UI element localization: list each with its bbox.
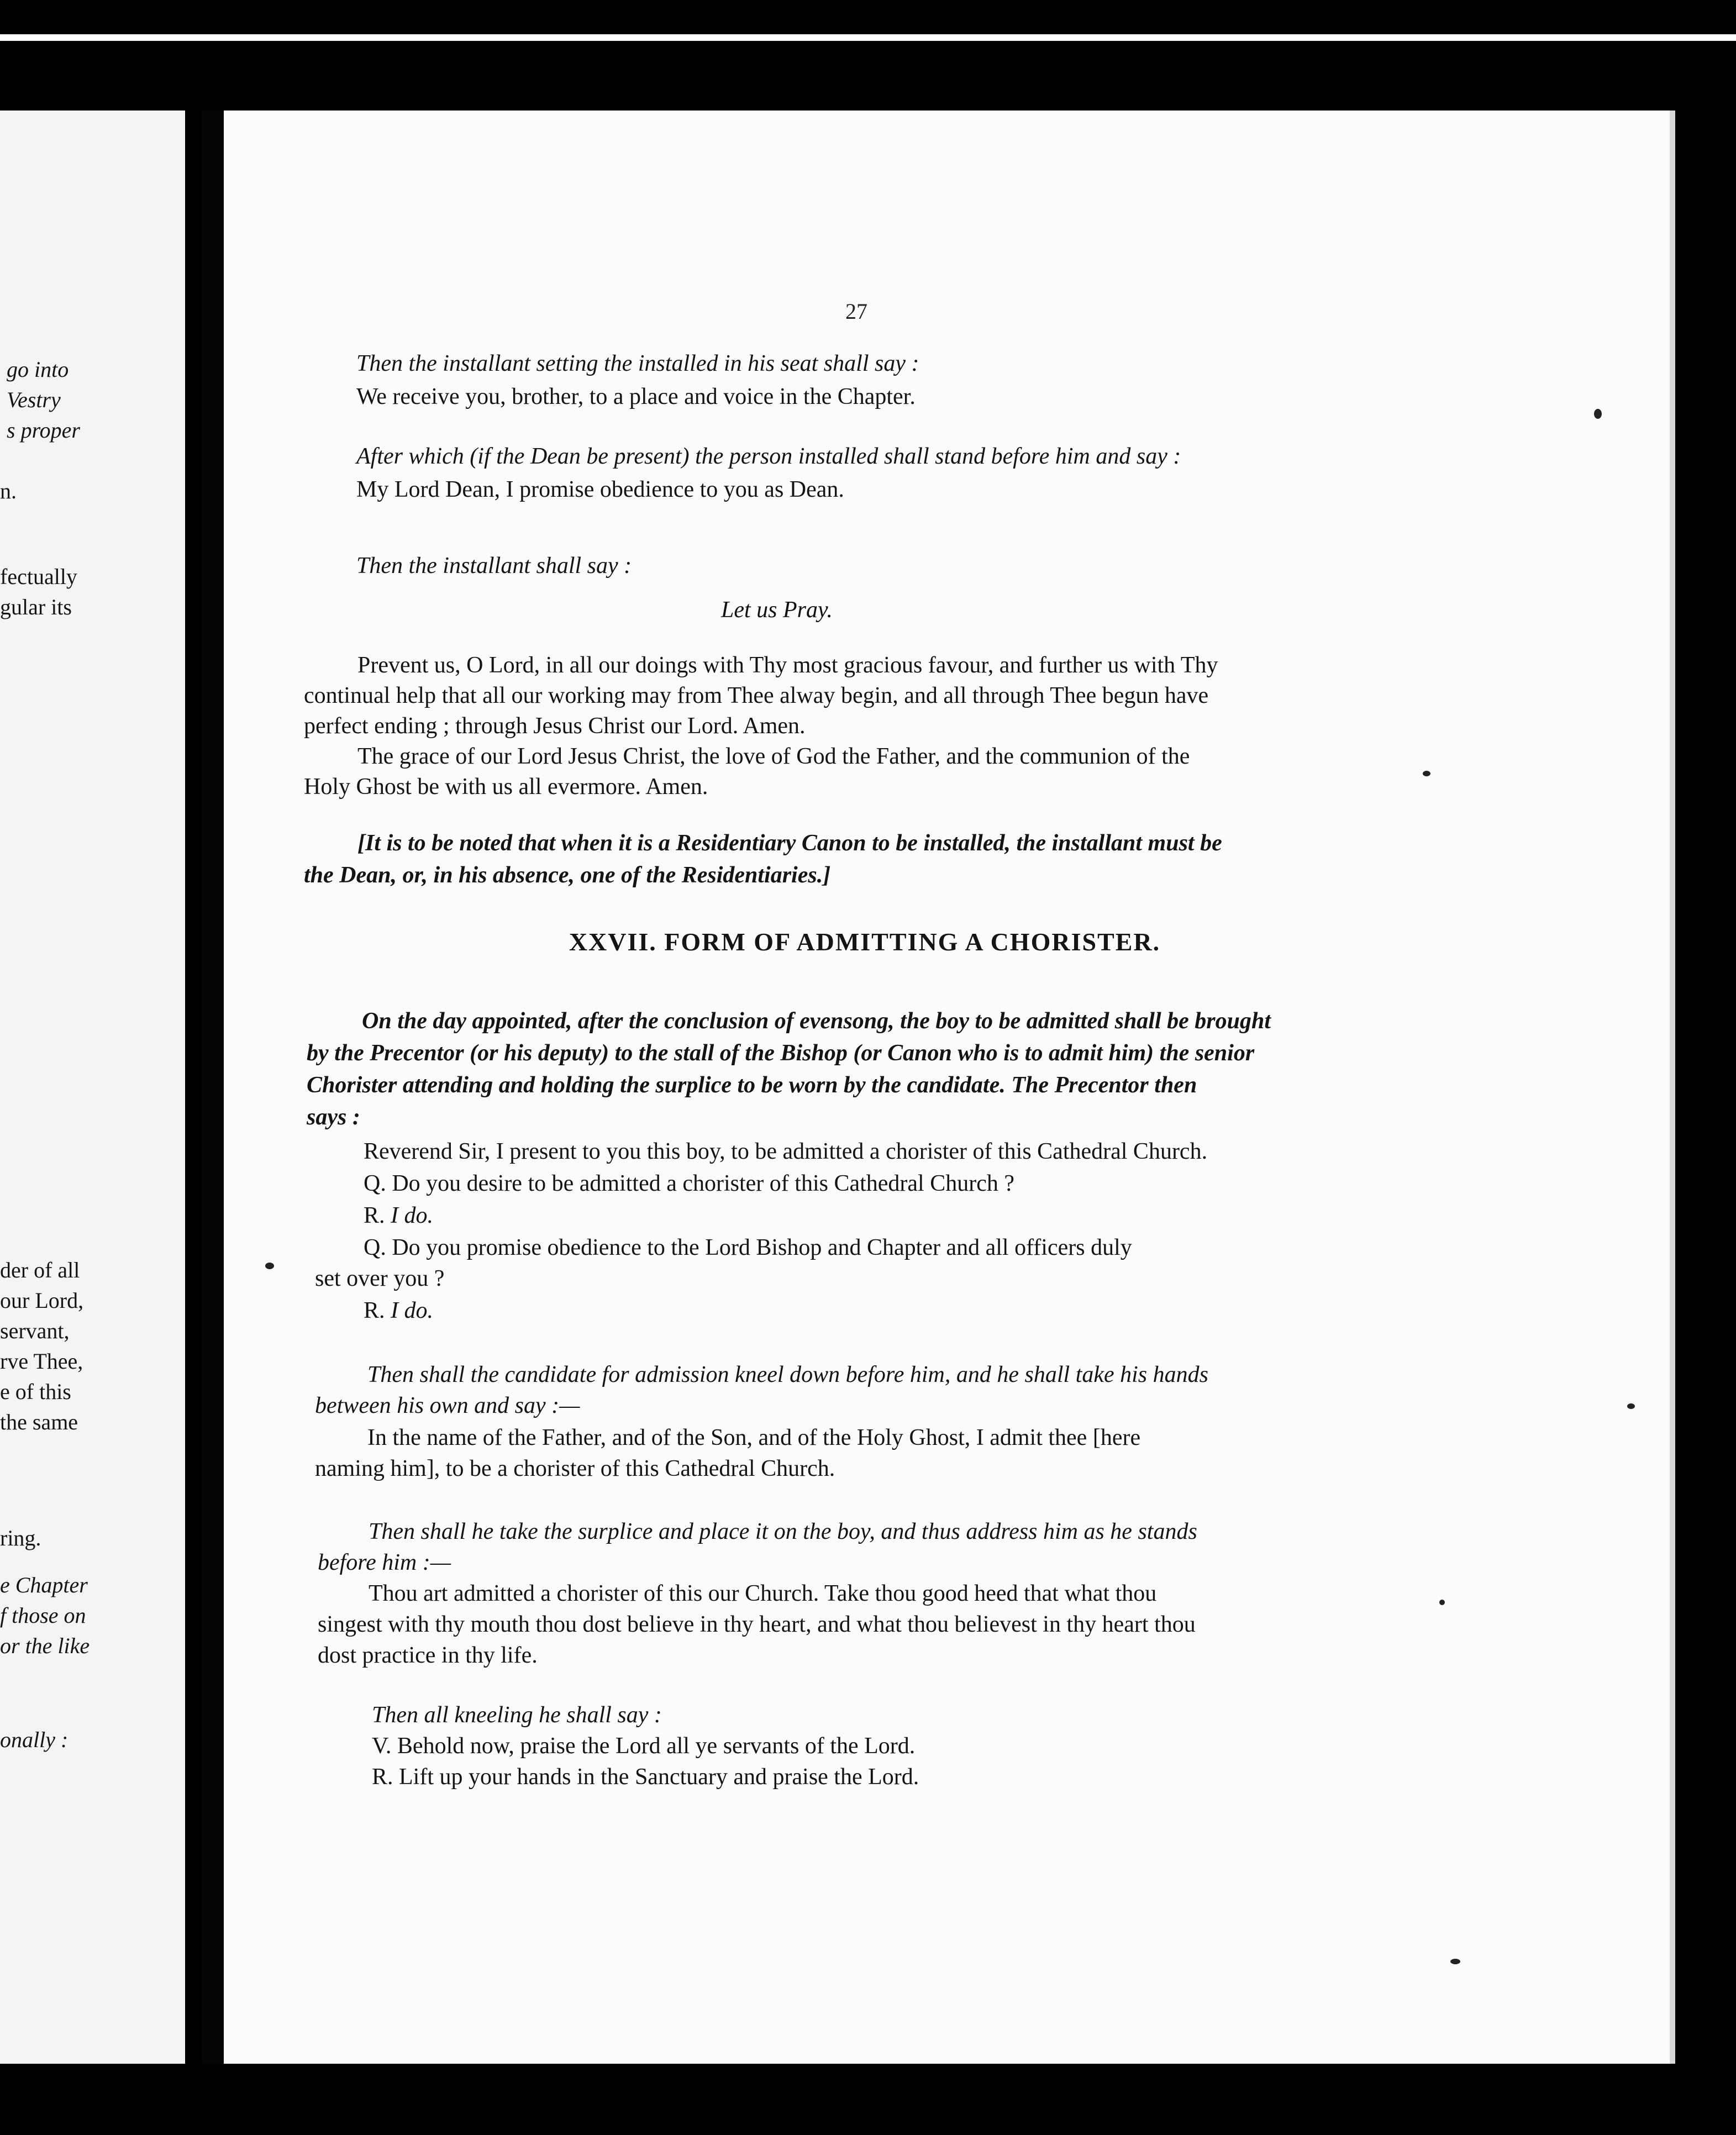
question-2-continued: set over you ? [315, 1266, 445, 1291]
surplice-rubric-line: before him :— [318, 1550, 451, 1575]
text-promise-dean: My Lord Dean, I promise obedience to you as Dean. [356, 477, 844, 502]
rubric-after-which: After which (if the Dean be present) the person installed shall stand before him and say : [356, 444, 1181, 469]
prayer-line: perfect ending ; through Jesus Christ our Lord. Amen. [304, 713, 806, 739]
page-number: 27 [845, 299, 867, 324]
kneel-rubric-line: between his own and say :— [315, 1393, 580, 1418]
chorister-rubric-line: Chorister attending and holding the surplice to be worn by the candidate. The Precentor then [307, 1072, 1197, 1098]
left-fragment-line: e Chapter [0, 1573, 88, 1597]
surplice-rubric-line: Then shall he take the surplice and place it on the boy, and thus address him as he stands [369, 1519, 1197, 1544]
chorister-rubric-line: by the Precentor (or his deputy) to the stall of the Bishop (or Canon who is to admit him) the senior [307, 1040, 1255, 1066]
left-fragment-line: n. [0, 478, 17, 503]
left-fragment-line: f those on [0, 1603, 86, 1628]
rubric-installant-say: Then the installant shall say : [356, 553, 632, 579]
question-1: Q. Do you desire to be admitted a chorister of this Cathedral Church ? [364, 1171, 1015, 1196]
chorister-rubric-line: says : [307, 1105, 360, 1130]
scan-speck [265, 1263, 274, 1269]
question-2: Q. Do you promise obedience to the Lord Bishop and Chapter and all officers duly [364, 1235, 1132, 1260]
left-fragment-line: ring. [0, 1526, 41, 1550]
scan-speck [1594, 409, 1602, 419]
prayer-line: Prevent us, O Lord, in all our doings with Thy most gracious favour, and further us with Thy [357, 653, 1218, 678]
grace-line: The grace of our Lord Jesus Christ, the love of God the Father, and the communion of the [357, 744, 1190, 769]
address-line: Thou art admitted a chorister of this our Church. Take thou good heed that what thou [369, 1581, 1157, 1606]
left-fragment-line: gular its [0, 595, 72, 619]
left-fragment-line: e of this [0, 1379, 71, 1404]
prayer-line: continual help that all our working may from Thee alway begin, and all through Thee begun have [304, 683, 1209, 708]
left-fragment-line: der of all [0, 1258, 80, 1282]
rubric-installant-seat: Then the installant setting the installed in his seat shall say : [356, 351, 919, 376]
left-fragment-line: or the like [0, 1633, 90, 1658]
response-text: I do. [391, 1203, 434, 1228]
let-us-pray: Let us Pray. [721, 597, 833, 623]
left-fragment-line: our Lord, [0, 1288, 84, 1313]
response-text: I do. [391, 1298, 434, 1323]
left-fragment-line: s proper [7, 418, 80, 443]
book-spine-shadow [202, 111, 224, 2064]
grace-line: Holy Ghost be with us all evermore. Amen. [304, 774, 708, 800]
film-top-rule [0, 34, 1736, 41]
note-line: [It is to be noted that when it is a Residentiary Canon to be installed, the installant must be [357, 830, 1222, 856]
admit-line: In the name of the Father, and of the Son, and of the Holy Ghost, I admit thee [here [367, 1425, 1141, 1450]
response: R. Lift up your hands in the Sanctuary and praise the Lord. [372, 1764, 919, 1790]
response-prefix: R. [364, 1203, 385, 1228]
left-page-fragment [0, 111, 185, 2064]
main-page [224, 111, 1670, 2064]
scan-speck [1627, 1403, 1635, 1409]
versicle: V. Behold now, praise the Lord all ye servants of the Lord. [372, 1733, 916, 1759]
note-line: the Dean, or, in his absence, one of the Residentiaries.] [304, 863, 831, 888]
address-line: singest with thy mouth thou dost believe in thy heart, and what thou believest in thy heart thou [318, 1612, 1196, 1637]
present-line: Reverend Sir, I present to you this boy, to be admitted a chorister of this Cathedral Church. [364, 1139, 1208, 1164]
scan-speck [1450, 1959, 1460, 1964]
left-fragment-line: onally : [0, 1727, 69, 1752]
text-receive-brother: We receive you, brother, to a place and voice in the Chapter. [356, 384, 916, 409]
scan-speck [1423, 771, 1430, 776]
left-fragment-line: the same [0, 1410, 78, 1434]
response-2 [364, 1296, 433, 1325]
section-heading: XXVII. FORM OF ADMITTING A CHORISTER. [569, 928, 1161, 956]
response-prefix: R. [364, 1298, 385, 1323]
left-fragment-line: rve Thee, [0, 1349, 83, 1374]
left-fragment-line: Vestry [7, 387, 61, 412]
left-fragment-line: servant, [0, 1318, 70, 1343]
admit-line: naming him], to be a chorister of this Cathedral Church. [315, 1456, 835, 1481]
kneel-rubric-line: Then shall the candidate for admission kneel down before him, and he shall take his hands [367, 1362, 1208, 1387]
address-line: dost practice in thy life. [318, 1643, 538, 1668]
kneeling-rubric: Then all kneeling he shall say : [372, 1702, 662, 1728]
scan-speck [1439, 1600, 1445, 1605]
response-1 [364, 1201, 433, 1230]
page-edge [1670, 111, 1675, 2064]
left-fragment-line: fectually [0, 564, 77, 589]
chorister-rubric-line: On the day appointed, after the conclusion of evensong, the boy to be admitted shall be brought [362, 1008, 1271, 1034]
left-fragment-line: go into [7, 357, 69, 382]
